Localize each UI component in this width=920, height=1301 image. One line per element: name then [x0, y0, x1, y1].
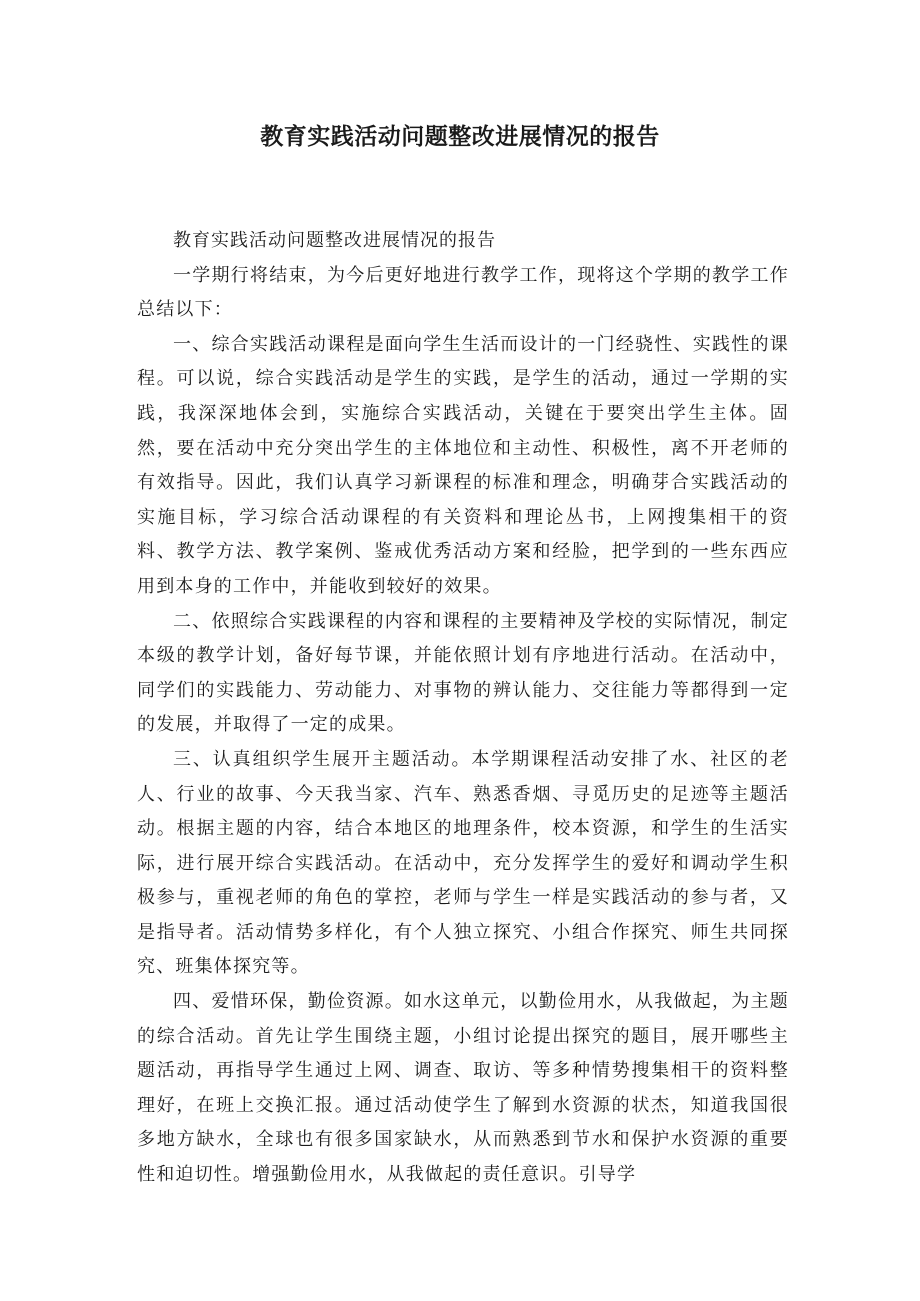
paragraph-section-3: 三、认真组织学生展开主题活动。本学期课程活动安排了水、社区的老人、行业的故事、今天我当家、汽车、熟悉香烟、寻觅历史的足迹等主题活动。根据主题的内容，结合本地区的地理条件，校本资源，和学生的生活实际，进行展开综合实践活动。在活动中，充分发挥学生的爱好和调动学生积极参与，重视老师的角色的掌控，老师与学生一样是实践活动的参与者，又是指导者。活动情势多样化，有个人独立探究、小组合作探究、师生共同探究、班集体探究等。	[137, 748, 789, 978]
document-subtitle: 教育实践活动问题整改进展情况的报告	[173, 230, 496, 251]
document-body	[137, 224, 789, 1193]
document-title: 教育实践活动问题整改进展情况的报告	[260, 124, 660, 150]
paragraph-section-4: 四、爱惜环保，勤俭资源。如水这单元，以勤俭用水，从我做起，为主题的综合活动。首先让学生围绕主题，小组讨论提出探究的题目，展开哪些主题活动，再指导学生通过上网、调查、取访、等多种情势搜集相干的资料整理好，在班上交换汇报。通过活动使学生了解到水资源的状杰，知道我国很多地方缺水，全球也有很多国家缺水，从而熟悉到节水和保护水资源的重要性和迫切性。增强勤俭用水，从我做起的责任意识。引导学	[137, 991, 789, 1186]
paragraph-intro: 一学期行将结束，为今后更好地进行教学工作，现将这个学期的教学工作总结以下：	[137, 264, 789, 321]
paragraph-section-2: 二、依照综合实践课程的内容和课程的主要精神及学校的实际情况，制定本级的教学计划，备好每节课，并能依照计划有序地进行活动。在活动中，同学们的实践能力、劳动能力、对事物的辨认能力、交往能力等都得到一定的发展，并取得了一定的成果。	[137, 610, 789, 736]
paragraph-section-1: 一、综合实践活动课程是面向学生生活而设计的一门经骁性、实践性的课程。可以说，综合实践活动是学生的实践，是学生的活动，通过一学期的实践，我深深地体会到，实施综合实践活动，关键在于要突出学生主体。固然，要在活动中充分突出学生的主体地位和主动性、积极性，离不开老师的有效指导。因此，我们认真学习新课程的标准和理念，明确芽合实践活动的实施目标，学习综合活动课程的有关资料和理论丛书，上网搜集相干的资料、教学方法、教学案例、鉴戒优秀活动方案和经脸，把学到的一些东西应用到本身的工作中，并能收到较好的效果。	[137, 333, 789, 597]
